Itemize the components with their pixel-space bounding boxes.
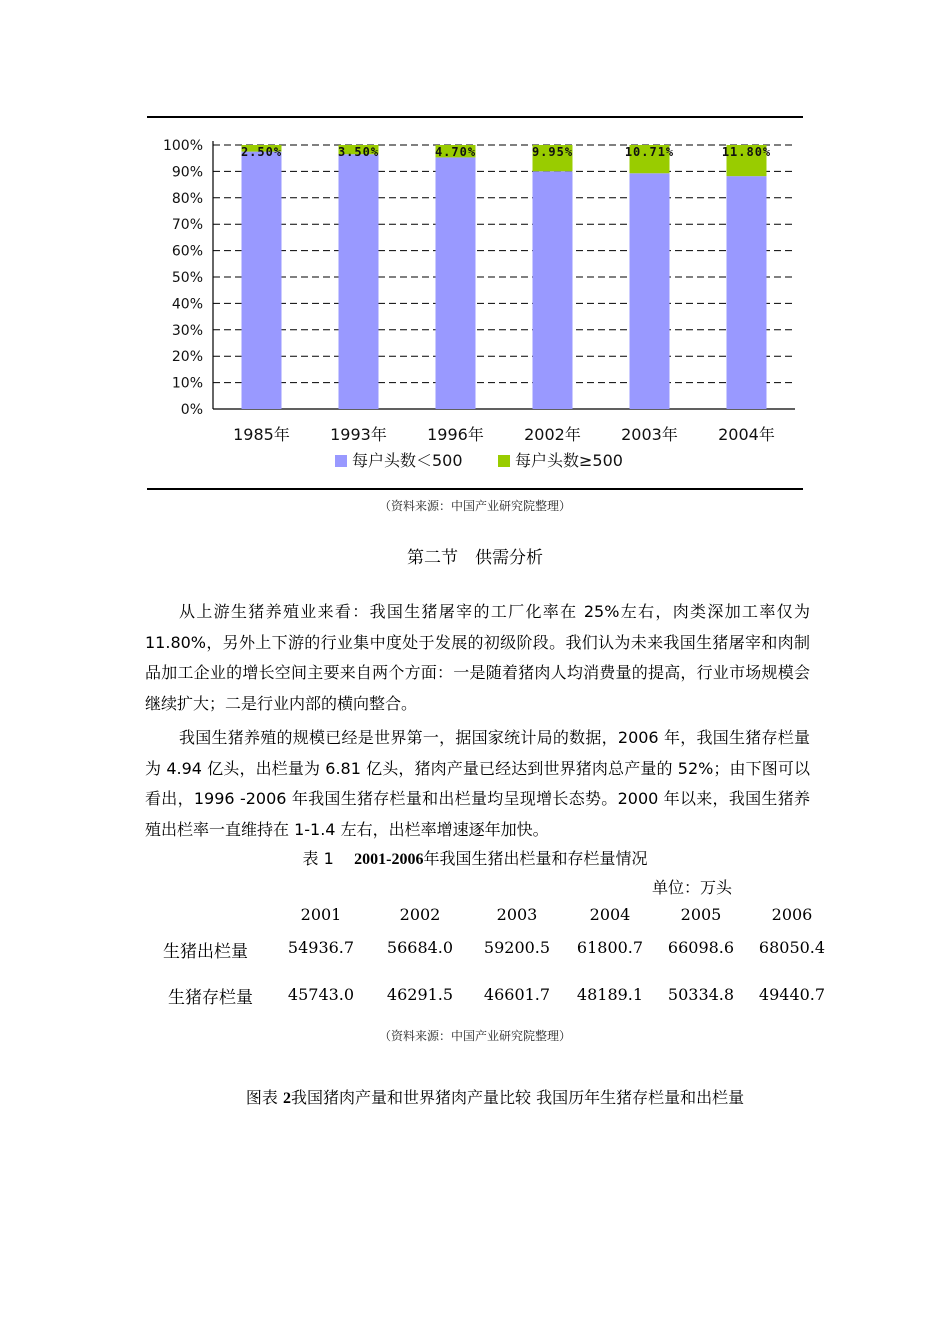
table-row-label: 生猪出栏量	[163, 942, 248, 962]
table-cell: 46291.5	[386, 985, 454, 1004]
paragraph-2: 我国生猪养殖的规模已经是世界第一，据国家统计局的数据，2006 年，我国生猪存栏量为 4.94 亿头，出栏量为 6.81 亿头，猪肉产量已经达到世界猪肉总产量的 52%；由下图可以看出，1996 -2006 年我国生猪存栏量和出栏量均呈现增长态势。2000 年以来，我国生猪养殖出栏率一直维持在 1-1.4 左右，出栏率增速逐年加快。	[145, 728, 810, 839]
y-tick-label: 100%	[162, 138, 203, 154]
table-header-year: 2004	[589, 905, 631, 924]
chart-source-note: （资料来源：中国产业研究院整理）	[378, 499, 571, 513]
table-cell: 56684.0	[386, 938, 454, 957]
table-cell: 45743.0	[287, 985, 355, 1004]
y-tick-label: 0%	[180, 402, 203, 418]
bar-segment-small-farms	[436, 157, 476, 409]
y-tick-label: 70%	[171, 217, 203, 234]
bar-segment-small-farms	[339, 154, 379, 409]
legend-label: 每户头数＜500	[352, 451, 463, 470]
legend-swatch	[335, 455, 347, 467]
paragraph-1: 从上游生猪养殖业来看：我国生猪屠宰的工厂化率在 25%左右，肉类深加工率仅为 11.80%，另外上下游的行业集中度处于发展的初级阶段。我们认为未来我国生猪屠宰和肉制品加工企业的增长空间主要来自两个方面：一是随着猪肉人均消费量的提高，行业市场规模会继续扩大；二是行业内部的横向整合。	[145, 602, 810, 713]
table-cell: 54936.7	[287, 938, 355, 957]
table-header-year: 2002	[399, 905, 441, 924]
table-cell: 50334.8	[667, 985, 735, 1004]
x-tick-label: 2002年	[524, 425, 581, 444]
x-tick-label: 2004年	[718, 425, 775, 444]
table-cell: 48189.1	[576, 985, 644, 1004]
x-tick-label: 2003年	[621, 425, 678, 444]
table-header-year: 2003	[496, 905, 538, 924]
bar-segment-small-farms	[242, 152, 282, 409]
table-cell: 61800.7	[576, 938, 644, 957]
y-tick-label: 50%	[171, 270, 203, 286]
table-header-year: 2001	[300, 905, 342, 924]
data-label: 3.50%	[337, 145, 380, 159]
bar-segment-small-farms	[533, 171, 573, 409]
data-label: 9.95%	[531, 145, 574, 159]
figure-caption-text: 我国猪肉产量和世界猪肉产量比较 我国历年生猪存栏量和出栏量	[291, 1088, 745, 1107]
x-tick-label: 1993年	[330, 425, 387, 444]
section-title: 第二节 供需分析	[407, 548, 543, 568]
y-tick-label: 10%	[171, 375, 203, 392]
table-cell: 68050.4	[758, 938, 826, 957]
table-caption-years: 2001-2006	[354, 851, 424, 868]
bar-segment-small-farms	[727, 176, 767, 409]
data-label: 10.71%	[624, 145, 675, 159]
legend-swatch	[498, 455, 510, 467]
y-tick-label: 80%	[171, 190, 203, 207]
data-label: 2.50%	[240, 145, 283, 159]
table-caption-text: 年我国生猪出栏量和存栏量情况	[423, 849, 648, 868]
table-cell: 59200.5	[483, 938, 551, 957]
y-tick-label: 30%	[171, 322, 203, 339]
table-row-label: 生猪存栏量	[168, 988, 253, 1008]
table-cell: 49440.7	[758, 985, 826, 1004]
figure-caption-prefix: 图表	[245, 1088, 278, 1107]
table-cell: 46601.7	[483, 985, 551, 1004]
y-tick-label: 60%	[171, 243, 203, 260]
table-cell: 66098.6	[667, 938, 735, 957]
figure-caption	[0, 1085, 950, 1108]
y-tick-label: 90%	[171, 164, 203, 181]
x-tick-label: 1985年	[233, 425, 290, 444]
ownership-structure-chart	[147, 116, 803, 490]
table-unit: 单位：万头	[652, 878, 733, 897]
x-tick-label: 1996年	[427, 425, 484, 444]
table-header-year: 2006	[771, 905, 813, 924]
y-tick-label: 20%	[171, 349, 203, 366]
bar-segment-small-farms	[630, 173, 670, 409]
legend-label: 每户头数≥500	[515, 451, 623, 470]
table-caption-prefix: 表 1	[302, 849, 334, 868]
stacked-bar-chart	[147, 118, 803, 488]
data-label: 4.70%	[434, 145, 477, 159]
data-label: 11.80%	[721, 145, 772, 159]
table-source-note: （资料来源：中国产业研究院整理）	[378, 1029, 571, 1043]
y-tick-label: 40%	[171, 296, 203, 313]
table-caption	[0, 846, 950, 869]
table-header-year: 2005	[680, 905, 722, 924]
figure-caption-number: 2	[283, 1090, 291, 1107]
